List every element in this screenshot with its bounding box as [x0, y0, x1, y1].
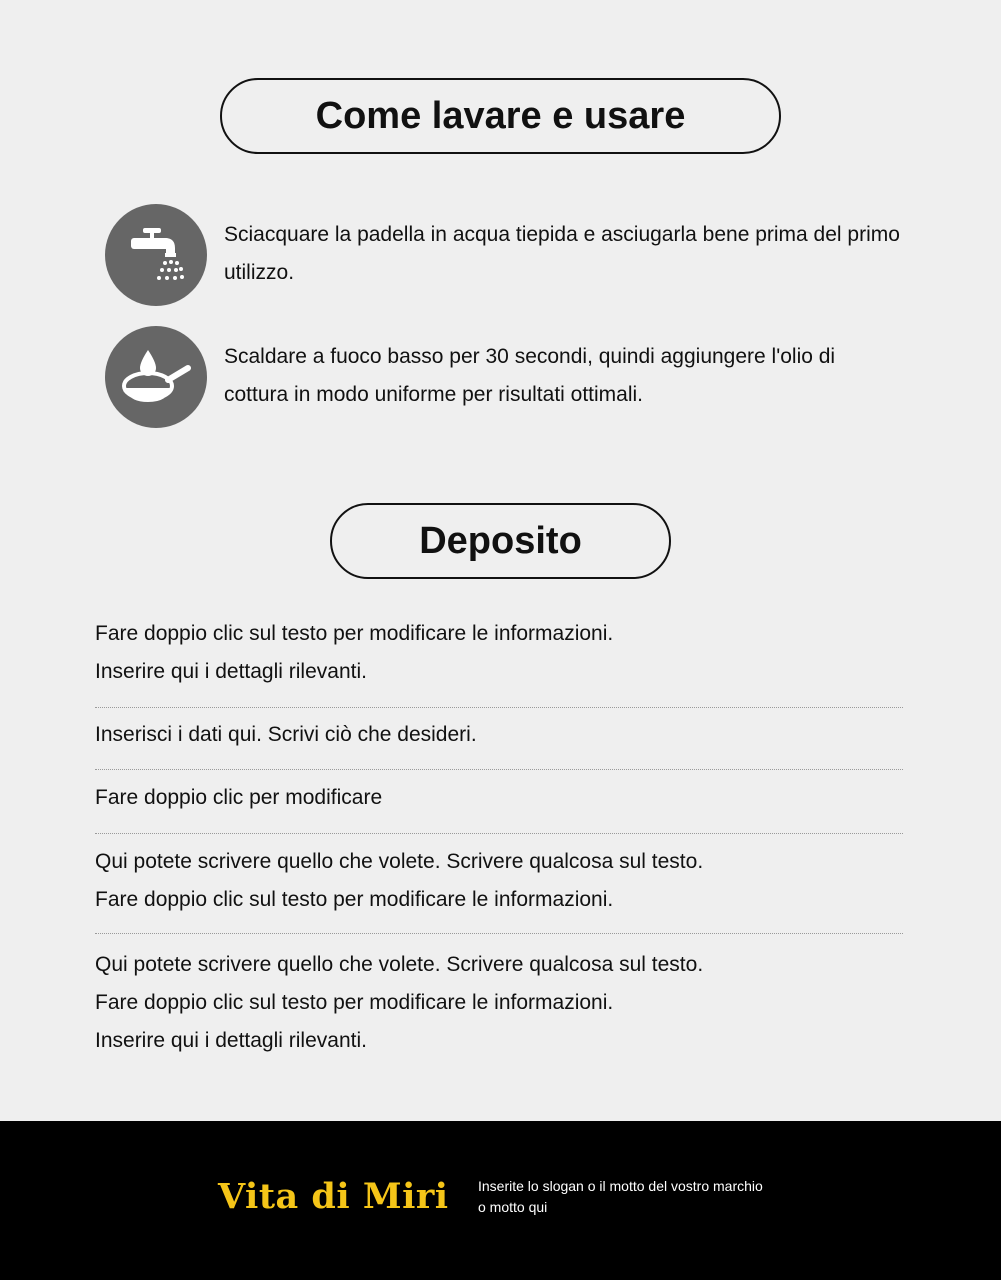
faucet-icon — [105, 204, 207, 306]
slogan-line: Inserite lo slogan o il motto del vostro marchio — [478, 1178, 763, 1194]
section-title-wash: Come lavare e usare — [220, 78, 781, 154]
list-item-line: Inserisci i dati qui. Scrivi ciò che desideri. — [95, 723, 477, 746]
list-item-line: Fare doppio clic sul testo per modificare le informazioni. — [95, 991, 614, 1014]
dotted-divider — [95, 933, 903, 934]
list-item-line: Inserire qui i dettagli rilevanti. — [95, 1029, 367, 1052]
brand-name: Vita di Miri — [218, 1176, 449, 1217]
section-title-storage: Deposito — [330, 503, 671, 579]
pan-oil-icon — [105, 326, 207, 428]
slogan-line: o motto qui — [478, 1199, 548, 1215]
list-item-line: Fare doppio clic per modificare — [95, 786, 383, 809]
list-item-line: Inserire qui i dettagli rilevanti. — [95, 660, 367, 683]
list-item-line: Qui potete scrivere quello che volete. Scrivere qualcosa sul testo. — [95, 850, 704, 873]
step-text-heat: Scaldare a fuoco basso per 30 secondi, quindi aggiungere l'olio di cottura in modo uniforme per risultati ottimali. — [224, 345, 836, 406]
dotted-divider — [95, 833, 903, 834]
list-item-line: Fare doppio clic sul testo per modificare le informazioni. — [95, 622, 614, 645]
list-item — [95, 615, 903, 691]
dotted-divider — [95, 769, 903, 770]
step-text-rinse: Sciacquare la padella in acqua tiepida e asciugarla bene prima del primo utilizzo. — [224, 223, 900, 284]
list-item — [95, 843, 903, 919]
list-item-line: Qui potete scrivere quello che volete. Scrivere qualcosa sul testo. — [95, 953, 704, 976]
list-item-line: Fare doppio clic sul testo per modificare le informazioni. — [95, 888, 614, 911]
list-item — [95, 946, 903, 1060]
dotted-divider — [95, 707, 903, 708]
list-item — [95, 779, 903, 817]
brand-slogan — [478, 1176, 808, 1218]
list-item — [95, 716, 903, 754]
